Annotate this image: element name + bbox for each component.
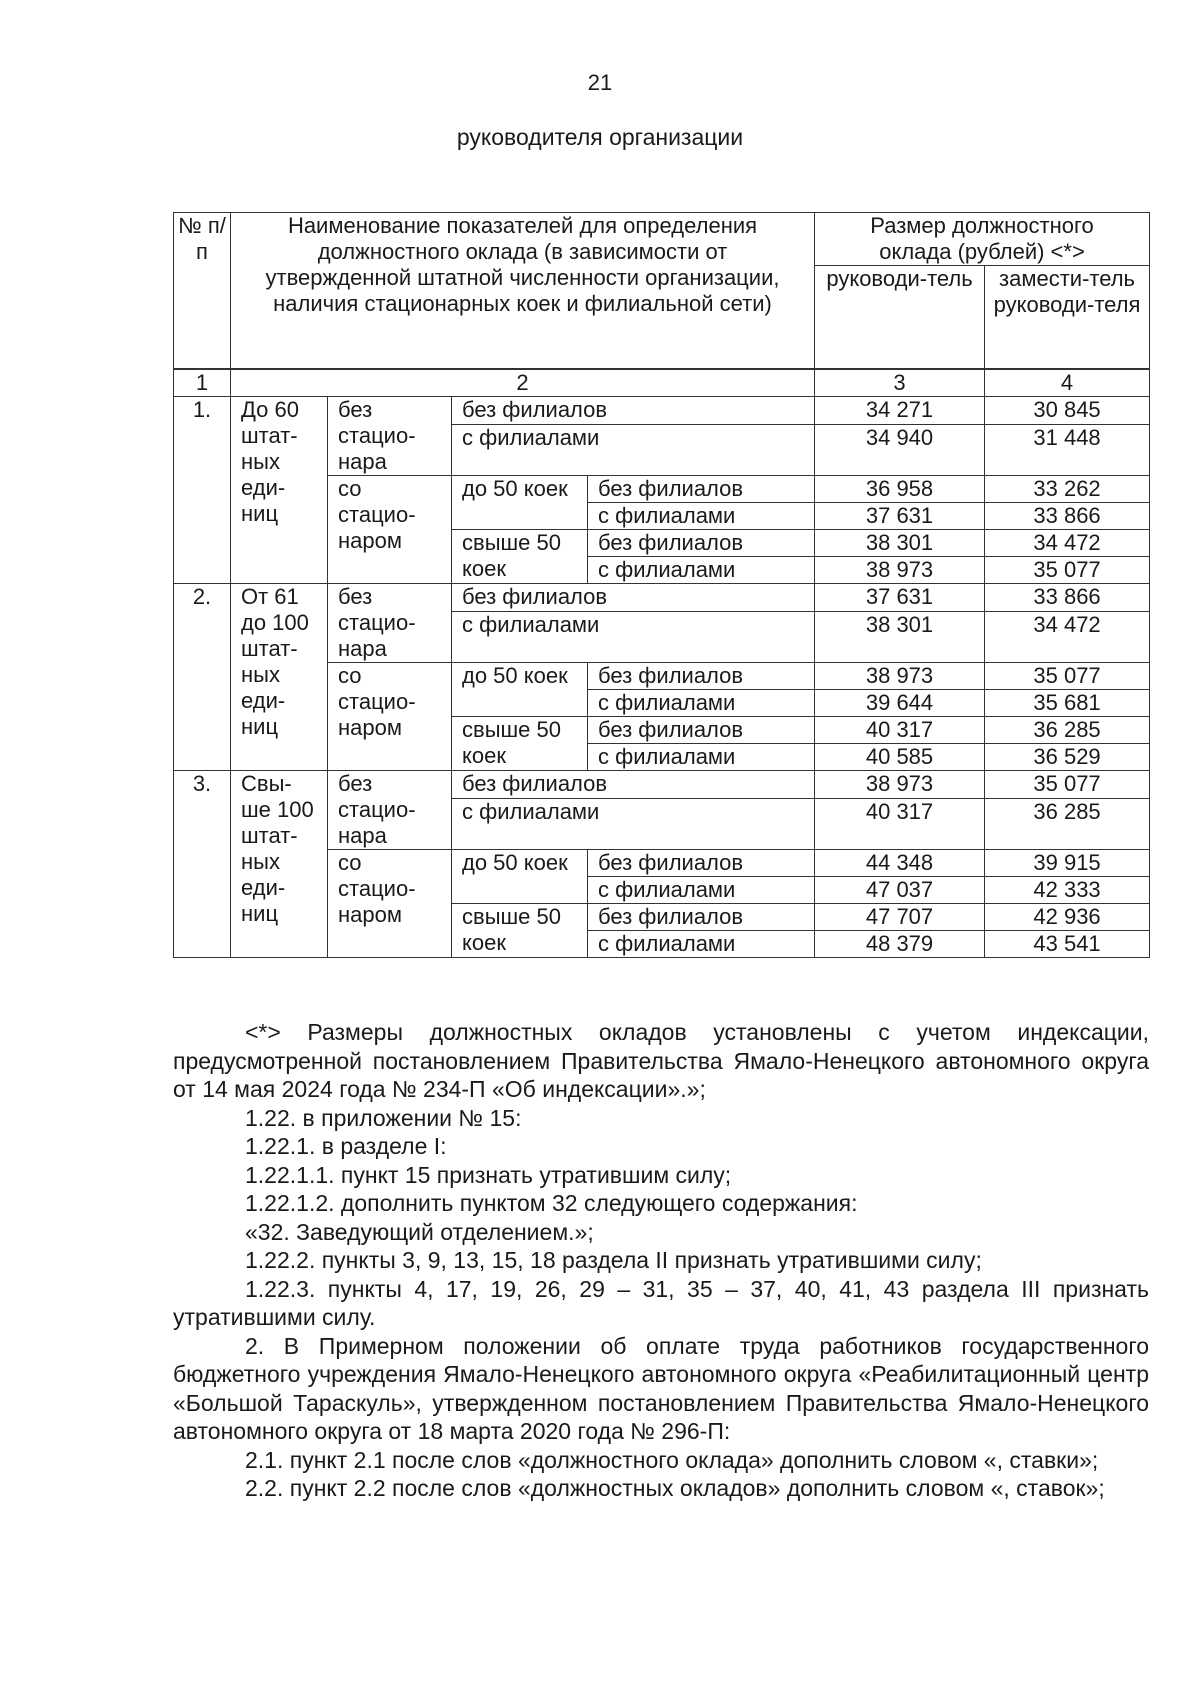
- head-salary-value: 40 317: [815, 799, 985, 850]
- beds-label: до 50 коек: [452, 850, 588, 904]
- deputy-salary-value: 36 285: [985, 799, 1150, 850]
- branches-label: с филиалами: [588, 690, 815, 717]
- branches-label: с филиалами: [452, 425, 815, 476]
- paragraph: 1.22.1.1. пункт 15 признать утратившим силу;: [245, 1161, 732, 1188]
- deputy-salary-value: 33 866: [985, 503, 1150, 530]
- staff-count-label: Свы-ше 100 штат-ных еди-ниц: [231, 771, 328, 958]
- document-body: [173, 1018, 1149, 1503]
- head-salary-value: 37 631: [815, 584, 985, 612]
- branches-label: без филиалов: [452, 771, 815, 799]
- head-salary-value: 34 940: [815, 425, 985, 476]
- header-indicator-name: Наименование показателей для определения должностного оклада (в зависимости от утвержденной штатной численности организации, наличия стационарных коек и филиальной сети): [231, 213, 815, 370]
- head-salary-value: 47 037: [815, 877, 985, 904]
- head-salary-value: 40 317: [815, 717, 985, 744]
- paragraph: 2.1. пункт 2.1 после слов «должностного оклада» дополнить словом «, ставки»;: [245, 1446, 1099, 1473]
- deputy-salary-value: 30 845: [985, 397, 1150, 425]
- paragraph: 2. В Примерном положении об оплате труда работников государственного бюджетного учреждения Ямало-Ненецкого автономного округа «Реабилитационный центр «Большой Тараскуль», утвержденном постановлением Правительства Ямало-Ненецкого автономного округа от 18 марта 2020 года № 296-П:: [173, 1332, 1149, 1444]
- branches-label: без филиалов: [588, 850, 815, 877]
- header-head: руководи-тель: [815, 266, 985, 370]
- paragraph: 1.22.1.2. дополнить пунктом 32 следующего содержания:: [245, 1190, 858, 1216]
- row-number: 3.: [174, 771, 231, 958]
- branches-label: без филиалов: [452, 584, 815, 612]
- inpatient-label: со стацио-наром: [328, 850, 452, 958]
- paragraph: 1.22.1. в разделе I:: [245, 1133, 447, 1159]
- paragraph: «32. Заведующий отделением.»;: [245, 1218, 594, 1245]
- branches-label: с филиалами: [452, 612, 815, 663]
- paragraph: 1.22. в приложении № 15:: [245, 1104, 522, 1131]
- paragraph: 2.2. пункт 2.2 после слов «должностных окладов» дополнить словом «, ставок»;: [245, 1475, 1105, 1501]
- deputy-salary-value: 36 285: [985, 717, 1150, 744]
- deputy-salary-value: 35 077: [985, 557, 1150, 584]
- head-salary-value: 40 585: [815, 744, 985, 771]
- header-num: № п/п: [174, 213, 231, 370]
- col-number-1: 1: [174, 369, 231, 397]
- footnote-paragraph: <*> Размеры должностных окладов установлены с учетом индексации, предусмотренной постановлением Правительства Ямало-Ненецкого автономного округа от 14 мая 2024 года № 234-П «Об индексации».»;: [173, 1019, 1149, 1102]
- deputy-salary-value: 34 472: [985, 612, 1150, 663]
- deputy-salary-value: 31 448: [985, 425, 1150, 476]
- deputy-salary-value: 43 541: [985, 931, 1150, 958]
- table-row: [174, 771, 1150, 799]
- no-inpatient-label: без стацио-нара: [328, 584, 452, 663]
- head-salary-value: 34 271: [815, 397, 985, 425]
- beds-label: свыше 50 коек: [452, 717, 588, 771]
- header-deputy: замести-тель руководи-теля: [985, 266, 1150, 370]
- page-number: 21: [587, 70, 613, 95]
- branches-label: без филиалов: [588, 530, 815, 557]
- deputy-salary-value: 35 077: [985, 771, 1150, 799]
- branches-label: без филиалов: [452, 397, 815, 425]
- branches-label: с филиалами: [588, 931, 815, 958]
- deputy-salary-value: 35 681: [985, 690, 1150, 717]
- col-number-2: 2: [231, 369, 815, 397]
- deputy-salary-value: 34 472: [985, 530, 1150, 557]
- head-salary-value: 38 973: [815, 663, 985, 690]
- head-salary-value: 48 379: [815, 931, 985, 958]
- head-salary-value: 37 631: [815, 503, 985, 530]
- paragraph: 1.22.2. пункты 3, 9, 13, 15, 18 раздела II признать утратившими силу;: [245, 1247, 982, 1273]
- table-row: [174, 397, 1150, 425]
- branches-label: с филиалами: [452, 799, 815, 850]
- branches-label: без филиалов: [588, 476, 815, 503]
- deputy-salary-value: 35 077: [985, 663, 1150, 690]
- branches-label: с филиалами: [588, 557, 815, 584]
- deputy-salary-value: 33 262: [985, 476, 1150, 503]
- head-salary-value: 38 973: [815, 557, 985, 584]
- no-inpatient-label: без стацио-нара: [328, 397, 452, 476]
- branches-label: без филиалов: [588, 717, 815, 744]
- row-number: 1.: [174, 397, 231, 584]
- inpatient-label: со стацио-наром: [328, 476, 452, 584]
- beds-label: до 50 коек: [452, 476, 588, 530]
- table-row: [174, 584, 1150, 612]
- table-subtitle: руководителя организации: [456, 124, 744, 150]
- head-salary-value: 38 301: [815, 530, 985, 557]
- paragraph: 1.22.3. пункты 4, 17, 19, 26, 29 – 31, 35 – 37, 40, 41, 43 раздела III признать утратившими силу.: [173, 1275, 1149, 1330]
- beds-label: до 50 коек: [452, 663, 588, 717]
- header-row-1: [174, 213, 1150, 266]
- head-salary-value: 44 348: [815, 850, 985, 877]
- salary-table: [173, 212, 1150, 958]
- head-salary-value: 39 644: [815, 690, 985, 717]
- deputy-salary-value: 42 333: [985, 877, 1150, 904]
- column-numbers-row: [174, 369, 1150, 397]
- branches-label: с филиалами: [588, 877, 815, 904]
- deputy-salary-value: 42 936: [985, 904, 1150, 931]
- header-salary-size: Размер должностного оклада (рублей) <*>: [815, 213, 1150, 266]
- staff-count-label: До 60 штат-ных еди-ниц: [231, 397, 328, 584]
- branches-label: без филиалов: [588, 663, 815, 690]
- deputy-salary-value: 39 915: [985, 850, 1150, 877]
- deputy-salary-value: 36 529: [985, 744, 1150, 771]
- beds-label: свыше 50 коек: [452, 530, 588, 584]
- row-number: 2.: [174, 584, 231, 771]
- deputy-salary-value: 33 866: [985, 584, 1150, 612]
- branches-label: без филиалов: [588, 904, 815, 931]
- head-salary-value: 38 973: [815, 771, 985, 799]
- col-number-3: 3: [815, 369, 985, 397]
- col-number-4: 4: [985, 369, 1150, 397]
- no-inpatient-label: без стацио-нара: [328, 771, 452, 850]
- head-salary-value: 38 301: [815, 612, 985, 663]
- branches-label: с филиалами: [588, 744, 815, 771]
- beds-label: свыше 50 коек: [452, 904, 588, 958]
- head-salary-value: 47 707: [815, 904, 985, 931]
- inpatient-label: со стацио-наром: [328, 663, 452, 771]
- branches-label: с филиалами: [588, 503, 815, 530]
- staff-count-label: От 61 до 100 штат-ных еди-ниц: [231, 584, 328, 771]
- head-salary-value: 36 958: [815, 476, 985, 503]
